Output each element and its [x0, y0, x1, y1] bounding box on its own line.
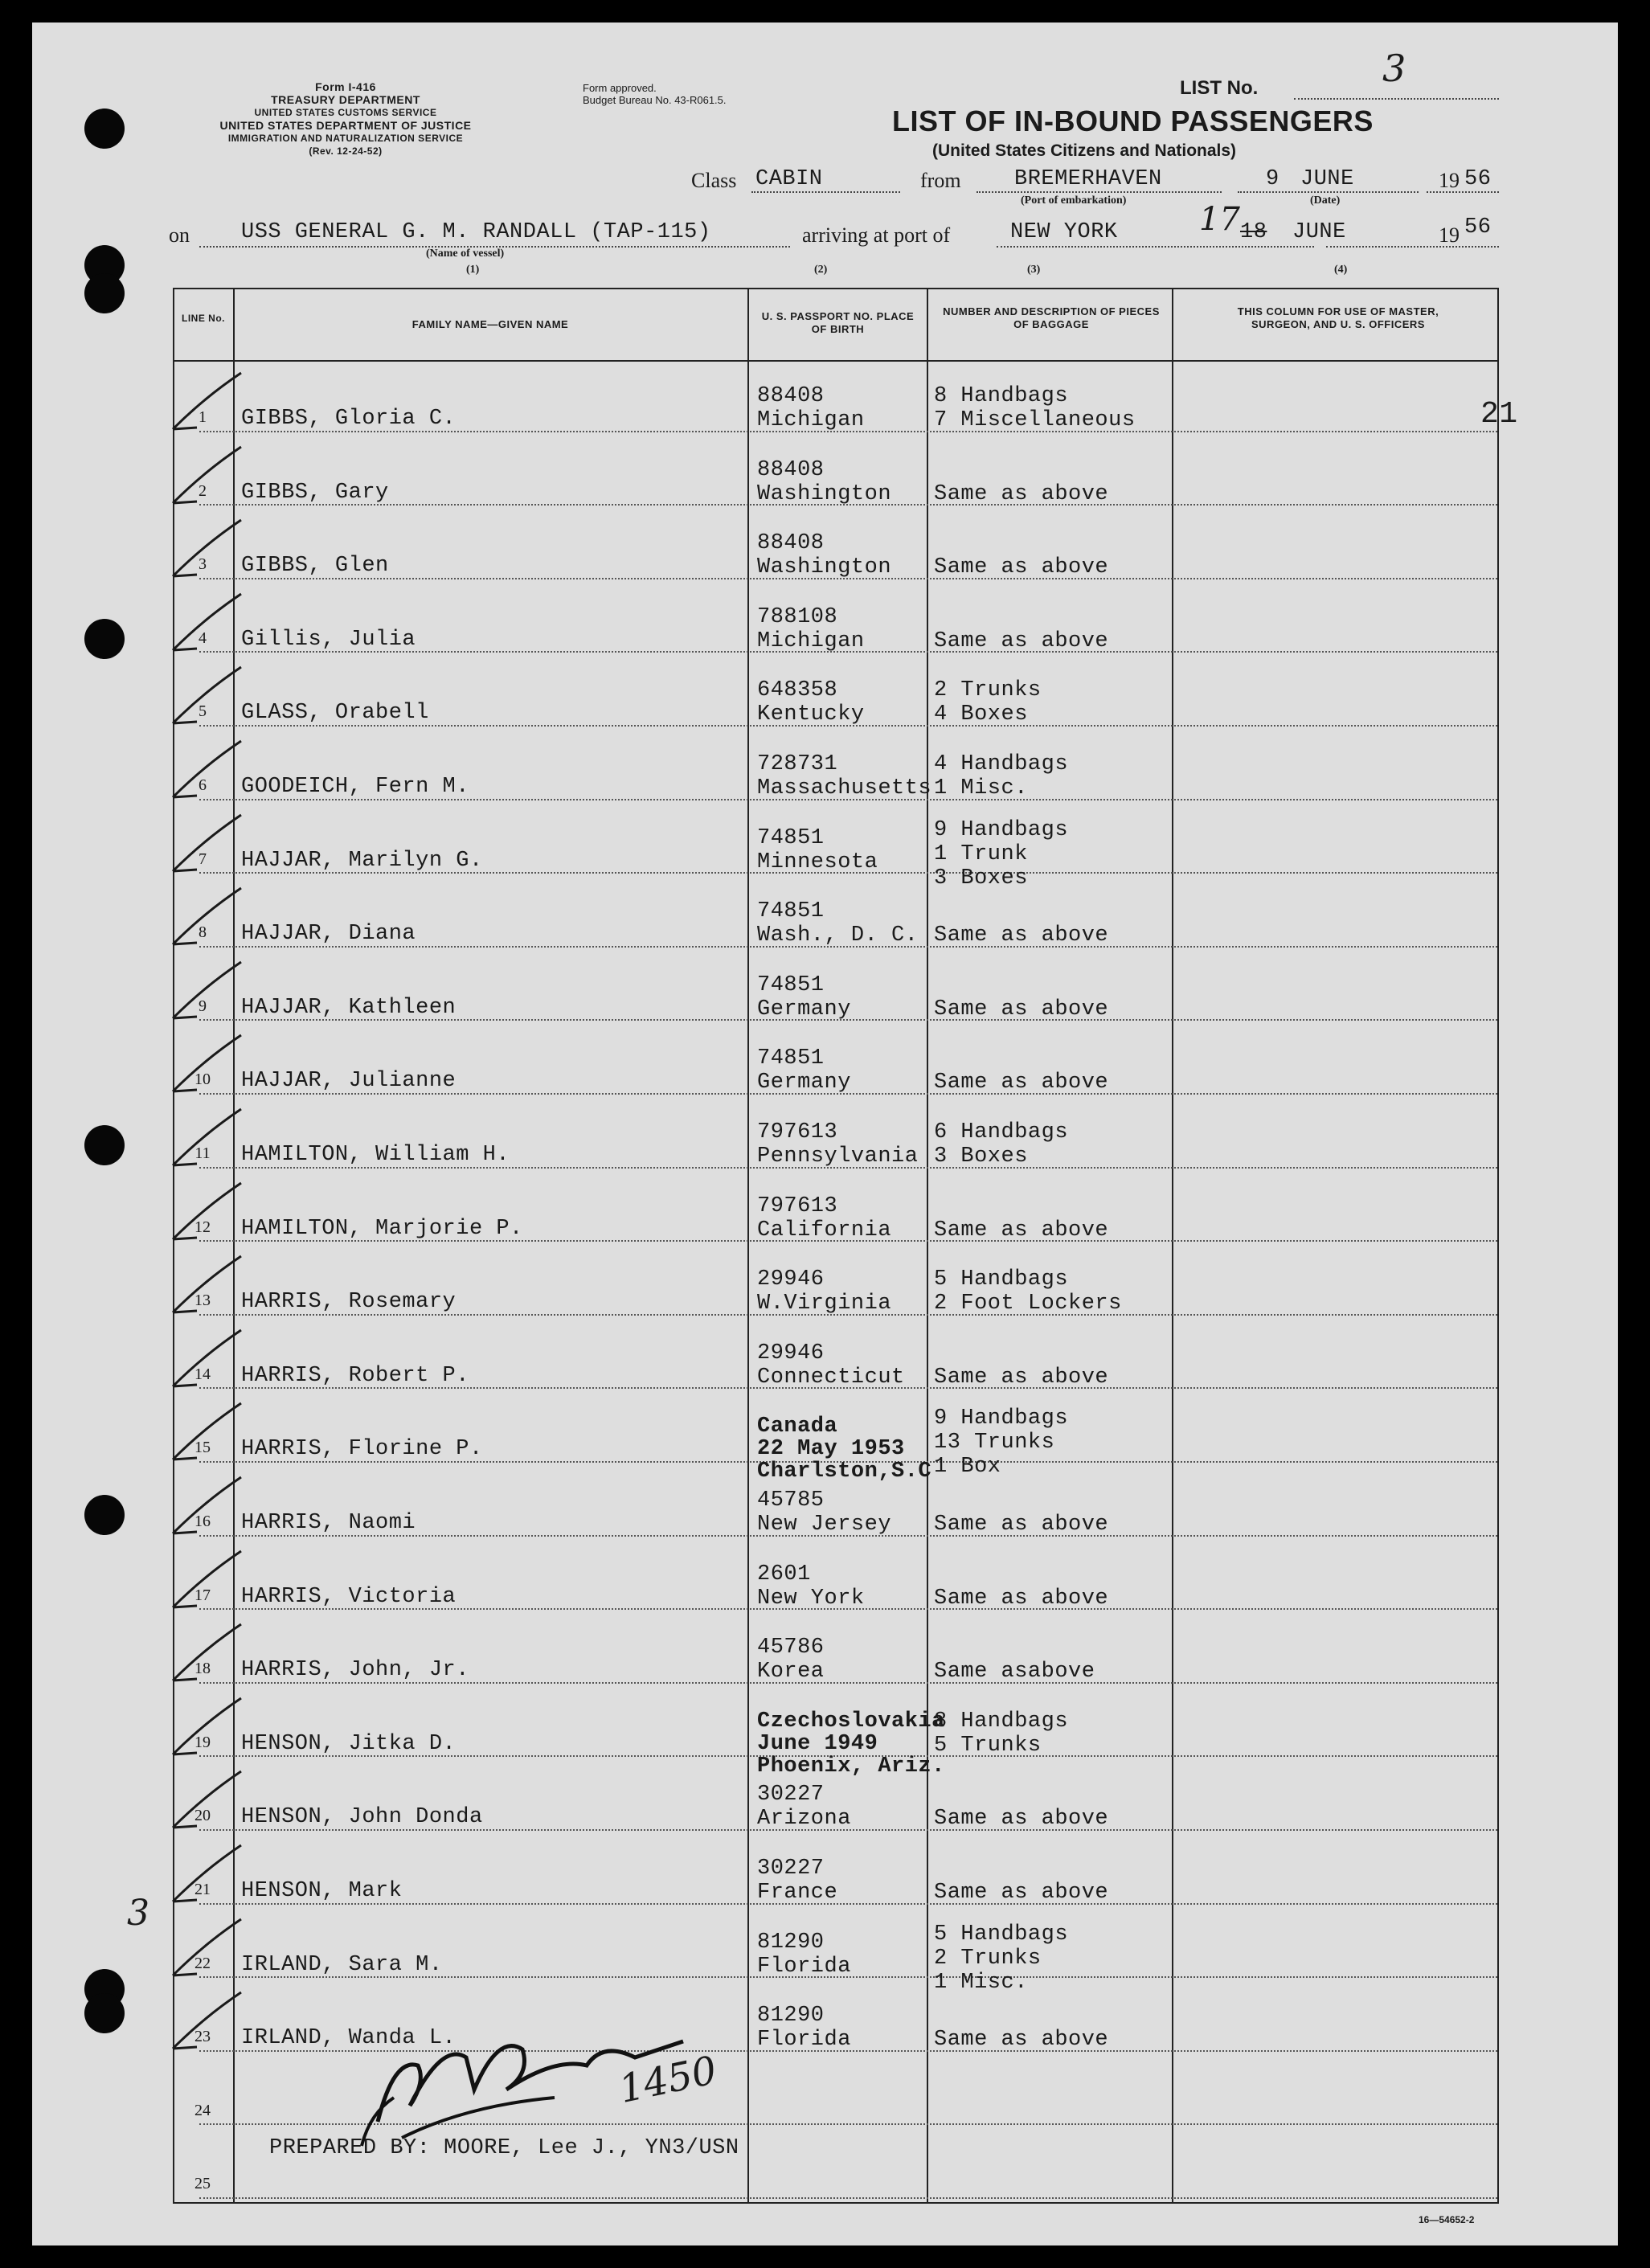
line-number: 4	[199, 628, 207, 647]
punch-hole	[84, 1495, 125, 1535]
baggage-line-2: Same as above	[934, 1513, 1109, 1537]
place-of-birth: Germany	[757, 997, 851, 1021]
place-of-birth: California	[757, 1218, 892, 1242]
line-number: 17	[194, 1586, 211, 1604]
punch-hole	[84, 1125, 125, 1165]
baggage-line-1: 8 Handbags	[934, 1709, 1069, 1734]
passport-number: 88408	[757, 384, 825, 408]
from-year: 56	[1464, 167, 1492, 191]
form-approval	[583, 82, 727, 106]
baggage-line-1: 5 Handbags	[934, 1922, 1069, 1947]
from-value: BREMERHAVEN	[1014, 167, 1162, 191]
passport-number: 88408	[757, 457, 825, 482]
passenger-name: HAMILTON, Marjorie P.	[241, 1216, 523, 1241]
check-mark	[165, 1984, 261, 2057]
baggage-line-2: Same as above	[934, 1881, 1109, 1905]
check-mark	[165, 586, 261, 658]
line-number: 2	[199, 481, 207, 500]
list-subtitle: (United States Citizens and Nationals)	[932, 141, 1237, 160]
caption-2: (2)	[814, 264, 828, 276]
line-number: 12	[194, 1218, 211, 1236]
place-of-birth: June 1949	[757, 1731, 878, 1756]
budget-bureau: Budget Bureau No. 43-R061.5.	[583, 94, 727, 106]
punch-hole	[84, 619, 125, 659]
line-number: 25	[194, 2175, 211, 2193]
check-mark	[165, 880, 261, 952]
passenger-name: HARRIS, Rosemary	[241, 1290, 457, 1315]
place-of-birth: Kentucky	[757, 702, 865, 727]
check-mark	[165, 733, 261, 805]
line-number: 3	[199, 555, 207, 574]
baggage-line-2: 4 Boxes	[934, 702, 1028, 727]
place-of-birth: W.Virginia	[757, 1292, 892, 1316]
arrival-day-corrected: 17	[1199, 201, 1240, 238]
baggage-line-1: 6 Handbags	[934, 1120, 1069, 1144]
passport-number: 648358	[757, 678, 838, 703]
check-mark	[165, 1469, 261, 1541]
check-mark	[165, 1027, 261, 1099]
place-of-birth: Michigan	[757, 628, 865, 653]
place-of-birth: Korea	[757, 1660, 825, 1685]
line-number: 16	[194, 1513, 211, 1530]
baggage-line-2: Same as above	[934, 1586, 1109, 1611]
check-mark	[165, 439, 261, 511]
place-of-birth: Washington	[757, 481, 892, 506]
col-header-officers: THIS COLUMN FOR USE OF MASTER, SURGEON, AND U. S. OFFICERS	[1237, 305, 1439, 330]
line-number: 7	[199, 849, 207, 868]
line-number: 9	[199, 997, 207, 1015]
passport-number: 29946	[757, 1267, 825, 1292]
place-of-birth: 22 May 1953	[757, 1437, 905, 1462]
passenger-name: GIBBS, Gloria C.	[241, 407, 457, 431]
list-no-value: 3	[1382, 47, 1406, 90]
check-mark	[165, 1395, 261, 1468]
caption-3: (3)	[1027, 264, 1041, 276]
annotation-time: 1450	[615, 2047, 721, 2113]
check-mark	[165, 512, 261, 584]
place-of-birth: Connecticut	[757, 1365, 905, 1390]
passport-number: 81290	[757, 1930, 825, 1955]
baggage-line-2: Same as above	[934, 2028, 1109, 2053]
passenger-name: GIBBS, Gary	[241, 480, 389, 505]
baggage-line-2: 1 Misc.	[934, 776, 1028, 800]
place-of-birth-line2: Charlston,S.C	[757, 1459, 932, 1484]
passenger-name: HAJJAR, Kathleen	[241, 995, 457, 1020]
baggage-line-3: 1 Misc.	[934, 1970, 1028, 1995]
passport-number: 74851	[757, 972, 825, 997]
margin-mark: 3	[127, 1893, 149, 1934]
vessel-name: USS GENERAL G. M. RANDALL (TAP-115)	[241, 220, 711, 244]
check-mark	[165, 1322, 261, 1394]
port-caption: (Port of embarkation)	[1021, 194, 1127, 207]
list-title: LIST OF IN-BOUND PASSENGERS	[892, 104, 1374, 137]
passenger-name: HARRIS, Naomi	[241, 1511, 416, 1535]
baggage-line-2: 1 Trunk	[934, 841, 1028, 866]
customs-service: UNITED STATES CUSTOMS SERVICE	[254, 107, 437, 118]
col-header-passport: U. S. PASSPORT NO. PLACE OF BIRTH	[761, 310, 915, 335]
place-of-birth: Germany	[757, 1071, 851, 1095]
line-number: 6	[199, 776, 207, 794]
check-mark	[165, 1101, 261, 1173]
passenger-name: HARRIS, Robert P.	[241, 1363, 469, 1388]
passport-number: 74851	[757, 1046, 825, 1071]
line-number: 13	[194, 1292, 211, 1310]
baggage-line-2: Same as above	[934, 628, 1109, 653]
passport-number: 74851	[757, 899, 825, 924]
baggage-line-2: 13 Trunks	[934, 1431, 1055, 1455]
place-of-birth: Wash., D. C.	[757, 923, 919, 948]
passenger-name: HAJJAR, Julianne	[241, 1069, 457, 1094]
passport-number: 29946	[757, 1341, 825, 1365]
footer-code: 16—54652-2	[1419, 2214, 1475, 2225]
baggage-line-3: 1 Box	[934, 1455, 1001, 1480]
line-number: 8	[199, 923, 207, 942]
passenger-name: IRLAND, Wanda L.	[241, 2026, 457, 2051]
baggage-line-2: Same as above	[934, 1365, 1109, 1390]
baggage-line-2: Same as above	[934, 1807, 1109, 1832]
place-of-birth: Michigan	[757, 408, 865, 432]
list-no-label: LIST No.	[1180, 77, 1259, 99]
passport-number: 45785	[757, 1488, 825, 1513]
form-revision: (Rev. 12-24-52)	[309, 145, 383, 157]
date-caption: (Date)	[1310, 194, 1341, 207]
baggage-line-1: 4 Handbags	[934, 752, 1069, 776]
year-prefix-2: 19	[1439, 223, 1460, 247]
from-day: 9	[1266, 167, 1279, 191]
passport-number: 74851	[757, 825, 825, 850]
form-approved: Form approved.	[583, 82, 657, 94]
baggage-line-2: Same as above	[934, 555, 1109, 580]
col-header-baggage: NUMBER AND DESCRIPTION OF PIECES OF BAGGAGE	[943, 305, 1160, 330]
caption-1: (1)	[466, 264, 480, 276]
place-of-birth: New York	[757, 1586, 865, 1611]
passenger-name: HAJJAR, Marilyn G.	[241, 848, 483, 873]
passport-number: 788108	[757, 604, 838, 629]
class-value: CABIN	[755, 167, 823, 191]
passenger-name: GOODEICH, Fern M.	[241, 775, 469, 799]
row-rule	[199, 2197, 1497, 2199]
on-label: on	[169, 223, 190, 247]
passport-number: 2601	[757, 1562, 811, 1586]
passenger-name: GLASS, Orabell	[241, 701, 429, 726]
place-of-birth: Washington	[757, 555, 892, 580]
place-of-birth: Florida	[757, 2028, 851, 2053]
check-mark	[165, 1248, 261, 1320]
line-number: 18	[194, 1660, 211, 1678]
check-mark	[165, 1543, 261, 1615]
line-number: 1	[199, 408, 207, 426]
line-number: 24	[194, 2101, 211, 2119]
line-number: 5	[199, 702, 207, 721]
place-of-birth: New Jersey	[757, 1513, 892, 1537]
passenger-name: HENSON, John Donda	[241, 1805, 483, 1830]
baggage-line-3: 3 Boxes	[934, 866, 1028, 890]
passport-number: 81290	[757, 2004, 825, 2029]
punch-hole	[84, 273, 125, 313]
col-header-name: FAMILY NAME—GIVEN NAME	[411, 318, 569, 330]
class-label: Class	[691, 169, 737, 192]
passenger-name: HARRIS, John, Jr.	[241, 1658, 469, 1683]
passenger-name: HAMILTON, William H.	[241, 1143, 510, 1167]
form-number: Form I-416	[315, 80, 376, 93]
line-number: 10	[194, 1071, 211, 1089]
passport-number: 797613	[757, 1120, 838, 1144]
place-of-birth: Pennsylvania	[757, 1144, 919, 1169]
baggage-line-2: 2 Foot Lockers	[934, 1292, 1122, 1316]
place-of-birth: France	[757, 1881, 838, 1905]
check-mark	[165, 1911, 261, 1983]
from-month: JUNE	[1300, 167, 1354, 191]
passenger-name: HARRIS, Victoria	[241, 1584, 457, 1609]
treasury-dept: TREASURY DEPARTMENT	[271, 93, 420, 106]
line-number: 23	[194, 2028, 211, 2046]
passport-number: Czechoslovakia	[757, 1709, 945, 1734]
baggage-line-2: Same as above	[934, 997, 1109, 1021]
baggage-line-2: Same as above	[934, 1218, 1109, 1242]
caption-4: (4)	[1334, 264, 1348, 276]
line-number: 20	[194, 1807, 211, 1825]
passport-number: Canada	[757, 1414, 838, 1439]
baggage-line-2: 2 Trunks	[934, 1946, 1042, 1971]
baggage-line-1: 2 Trunks	[934, 678, 1042, 703]
passport-number: 45786	[757, 1635, 825, 1660]
baggage-line-1: 9 Handbags	[934, 817, 1069, 842]
check-mark	[165, 365, 261, 437]
line-number: 15	[194, 1439, 211, 1457]
passenger-name: IRLAND, Sara M.	[241, 1952, 443, 1977]
check-mark	[165, 1837, 261, 1910]
passenger-name: HARRIS, Florine P.	[241, 1437, 483, 1462]
check-mark	[165, 1690, 261, 1762]
baggage-line-1: 8 Handbags	[934, 384, 1069, 408]
arrival-month: JUNE	[1292, 220, 1346, 244]
passport-number: 30227	[757, 1783, 825, 1807]
year-prefix: 19	[1439, 169, 1460, 192]
place-of-birth-line2: Phoenix, Ariz.	[757, 1754, 945, 1779]
line-number: 19	[194, 1733, 211, 1751]
baggage-line-2: 3 Boxes	[934, 1144, 1028, 1169]
place-of-birth: Arizona	[757, 1807, 851, 1832]
ins-service: IMMIGRATION AND NATURALIZATION SERVICE	[227, 133, 464, 144]
line-number: 21	[194, 1881, 211, 1898]
passenger-name: HENSON, Jitka D.	[241, 1731, 457, 1756]
baggage-line-2: Same as above	[934, 923, 1109, 948]
passenger-name: HENSON, Mark	[241, 1879, 403, 1903]
baggage-line-2: 5 Trunks	[934, 1733, 1042, 1758]
check-mark	[165, 807, 261, 879]
passenger-name: HAJJAR, Diana	[241, 922, 416, 947]
arrival-day-struck: 18	[1240, 220, 1267, 244]
passenger-name: GIBBS, Glen	[241, 554, 389, 579]
baggage-line-2: Same as above	[934, 481, 1109, 506]
punch-hole	[84, 108, 125, 149]
arriving-label: arriving at port of	[802, 223, 951, 247]
officer-note: 21	[1480, 397, 1518, 432]
line-number: 22	[194, 1954, 211, 1972]
punch-hole	[84, 1993, 125, 2033]
form-header-left	[157, 80, 534, 158]
check-mark	[165, 954, 261, 1026]
justice-dept: UNITED STATES DEPARTMENT OF JUSTICE	[219, 119, 472, 132]
passport-number: 728731	[757, 752, 838, 776]
check-mark	[165, 1175, 261, 1247]
check-mark	[165, 659, 261, 731]
baggage-line-1: 9 Handbags	[934, 1406, 1069, 1431]
prepared-by: PREPARED BY: MOORE, Lee J., YN3/USN	[269, 2136, 739, 2160]
from-label: from	[920, 169, 961, 192]
check-mark	[165, 1616, 261, 1689]
place-of-birth: Massachusetts	[757, 776, 932, 800]
passport-number: 30227	[757, 1857, 825, 1881]
baggage-line-2: 7 Miscellaneous	[934, 408, 1136, 432]
vessel-caption: (Name of vessel)	[426, 248, 505, 260]
line-number: 14	[194, 1365, 211, 1383]
col-header-line: LINE No.	[182, 313, 225, 324]
arrival-year: 56	[1464, 215, 1492, 239]
baggage-line-1: 5 Handbags	[934, 1267, 1069, 1292]
passport-number: 88408	[757, 531, 825, 556]
baggage-line-2: Same as above	[934, 1071, 1109, 1095]
check-mark	[165, 1763, 261, 1836]
list-number	[1180, 77, 1258, 100]
line-number: 11	[194, 1144, 211, 1162]
passport-number: 797613	[757, 1193, 838, 1218]
passenger-name: Gillis, Julia	[241, 627, 416, 652]
place-of-birth: Florida	[757, 1954, 851, 1979]
baggage-line-2: Same asabove	[934, 1660, 1095, 1685]
place-of-birth: Minnesota	[757, 849, 878, 874]
arrival-port: NEW YORK	[1010, 220, 1118, 244]
